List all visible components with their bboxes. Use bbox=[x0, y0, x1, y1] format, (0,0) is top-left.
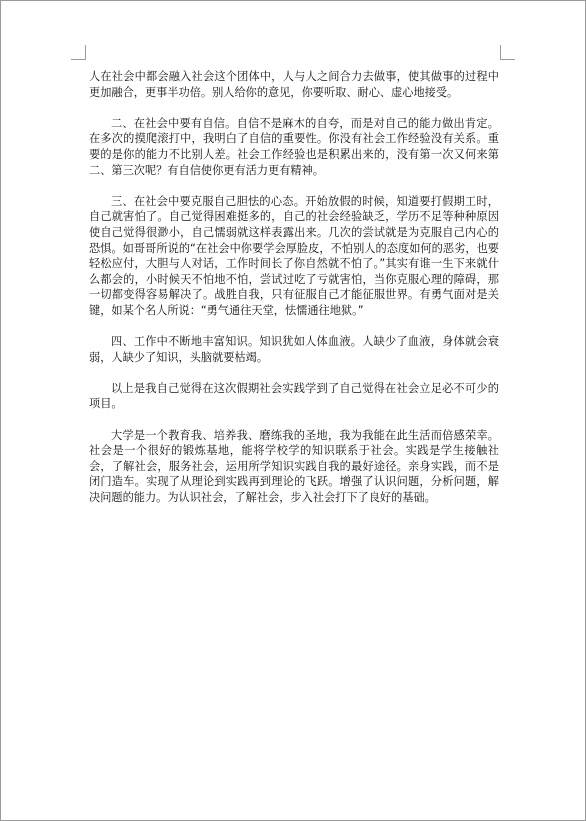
paragraph-6: 大学是一个教育我、培养我、磨练我的圣地，我为我能在此生活而倍感荣幸。社会是一个很好的锻炼基地，能将学校学的知识联系于社会。实践是学生接触社会，了解社会，服务社会，运用所学知识实践自我的最好途径。亲身实践，而不是闭门造车。实现了从理论到实践再到理论的飞跃。增强了认识问题，分析问题，解决问题的能力。为认识社会，了解社会，步入社会打下了良好的基础。 bbox=[89, 428, 499, 505]
paragraph-4: 四、工作中不断地丰富知识。知识犹如人体血液。人缺少了血液，身体就会衰弱，人缺少了知识，头脑就要枯竭。 bbox=[89, 335, 499, 364]
document-body bbox=[89, 69, 499, 521]
paragraph-1: 人在社会中都会融入社会这个团体中，人与人之间合力去做事，使其做事的过程中更加融合，更事半功倍。别人给你的意见，你要听取、耐心、虚心地接受。 bbox=[89, 70, 499, 99]
paragraph-5: 以上是我自己觉得在这次假期社会实践学到了自己觉得在社会立足必不可少的项目。 bbox=[89, 381, 499, 411]
page-corner-mark-top-left bbox=[71, 45, 86, 60]
paragraph-3: 三、在社会中要克服自己胆怯的心态。开始放假的时候，知道要打假期工时，自己就害怕了。自己觉得困难挺多的，自己的社会经验缺乏，学历不足等种种原因使自己觉得很渺小，自己懦弱就这样表露出来。几次的尝试就是为克服自己内心的恐惧。如哥哥所说的“在社会中你要学会厚脸皮，不怕别人的态度如何的恶劣，也要轻松应付，大胆与人对话，工作时间长了你自然就不怕了。”其实有谁一生下来就什么都会的，小时候天不怕地不怕，尝试过吃了亏就害怕，当你克服心理的障碍，那一切都变得容易解决了。战胜自我，只有征服自己才能征服世界。有勇气面对是关键，如某个名人所说：“勇气通往天堂，怯懦通往地狱。” bbox=[89, 194, 499, 317]
page-corner-mark-top-right bbox=[500, 45, 515, 60]
paragraph-2: 二、在社会中要有自信。自信不是麻木的自夸，而是对自己的能力做出肯定。在多次的摸爬滚打中，我明白了自信的重要性。你没有社会工作经验没有关系。重要的是你的能力不比别人差。社会工作经验也是积累出来的，没有第一次又何来第二、第三次呢？有自信使你更有活力更有精神。 bbox=[89, 116, 499, 177]
